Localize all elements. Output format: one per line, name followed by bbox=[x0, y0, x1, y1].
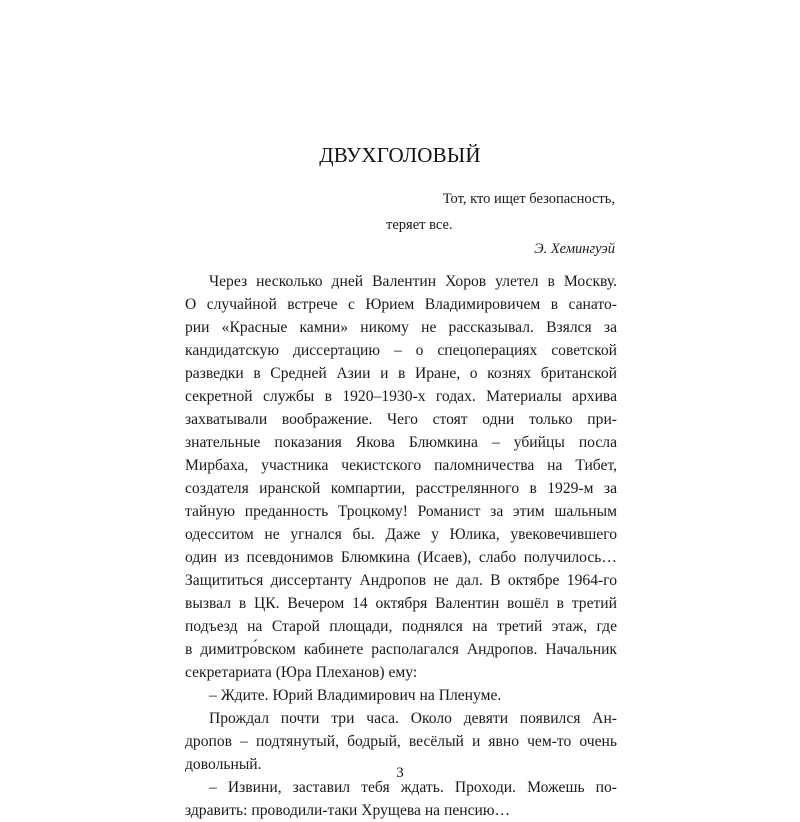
text-line: Защититься диссертанту Андропов не дал. В октябре 1964-го bbox=[185, 572, 617, 589]
text-line: Через несколько дней Валентин Хоров улетел в Москву. bbox=[209, 273, 617, 290]
text-line: разведки в Средней Азии и в Иране, о кознях британской bbox=[185, 365, 617, 382]
text-line: вызвал в ЦК. Вечером 14 октября Валентин вошёл в третий bbox=[185, 595, 617, 612]
text-line: один из псевдонимов Блюмкина (Исаев), слабо получилось… bbox=[185, 549, 617, 566]
body-text bbox=[185, 270, 617, 822]
text-line: подъезд на Старой площади, поднялся на третий этаж, где bbox=[185, 618, 617, 635]
epigraph bbox=[380, 186, 615, 260]
text-line: довольный. bbox=[185, 756, 262, 773]
text-line: секретариата (Юра Плеханов) ему: bbox=[185, 664, 418, 681]
text-line: секретной службы в 1920–1930-х годах. Материалы архива bbox=[185, 388, 617, 405]
text-line: – Извини, заставил тебя ждать. Проходи. Можешь по- bbox=[209, 779, 617, 796]
page-number: 3 bbox=[396, 765, 404, 781]
text-line: О случайной встрече с Юрием Владимировичем в санато- bbox=[185, 296, 617, 313]
chapter-title: ДВУХГОЛОВЫЙ bbox=[319, 143, 481, 167]
text-line: Мирбаха, участника чекистского паломничества на Тибет, bbox=[185, 457, 617, 474]
text-line: кандидатскую диссертацию – о спецоперациях советской bbox=[185, 342, 617, 359]
text-line: здравить: проводили-таки Хрущева на пенсию… bbox=[185, 802, 511, 819]
text-line: в димитро́вском кабинете располагался Андропов. Начальник bbox=[185, 641, 617, 658]
text-line: тайную преданность Троцкому! Романист за этим шальным bbox=[185, 503, 617, 520]
epigraph-line-2: теряет все. bbox=[386, 217, 453, 233]
text-line: знательные показания Якова Блюмкина – убийцы посла bbox=[185, 434, 617, 451]
text-line: создателя иранской компартии, расстрелянного в 1929-м за bbox=[185, 480, 617, 497]
text-line: одесситом не угнался бы. Даже у Юлика, увековечившего bbox=[185, 526, 617, 543]
text-line: рии «Красные камни» никому не рассказывал. Взялся за bbox=[185, 319, 617, 336]
text-line: дропов – подтянутый, бодрый, весёлый и явно чем-то очень bbox=[185, 733, 617, 750]
text-line: захватывали воображение. Чего стоят одни только при- bbox=[185, 411, 617, 428]
text-line: Прождал почти три часа. Около девяти появился Ан- bbox=[209, 710, 617, 727]
epigraph-author: Э. Хемингуэй bbox=[534, 241, 615, 257]
epigraph-line-1: Тот, кто ищет безопасность, bbox=[442, 191, 615, 207]
text-line: – Ждите. Юрий Владимирович на Пленуме. bbox=[209, 687, 502, 704]
